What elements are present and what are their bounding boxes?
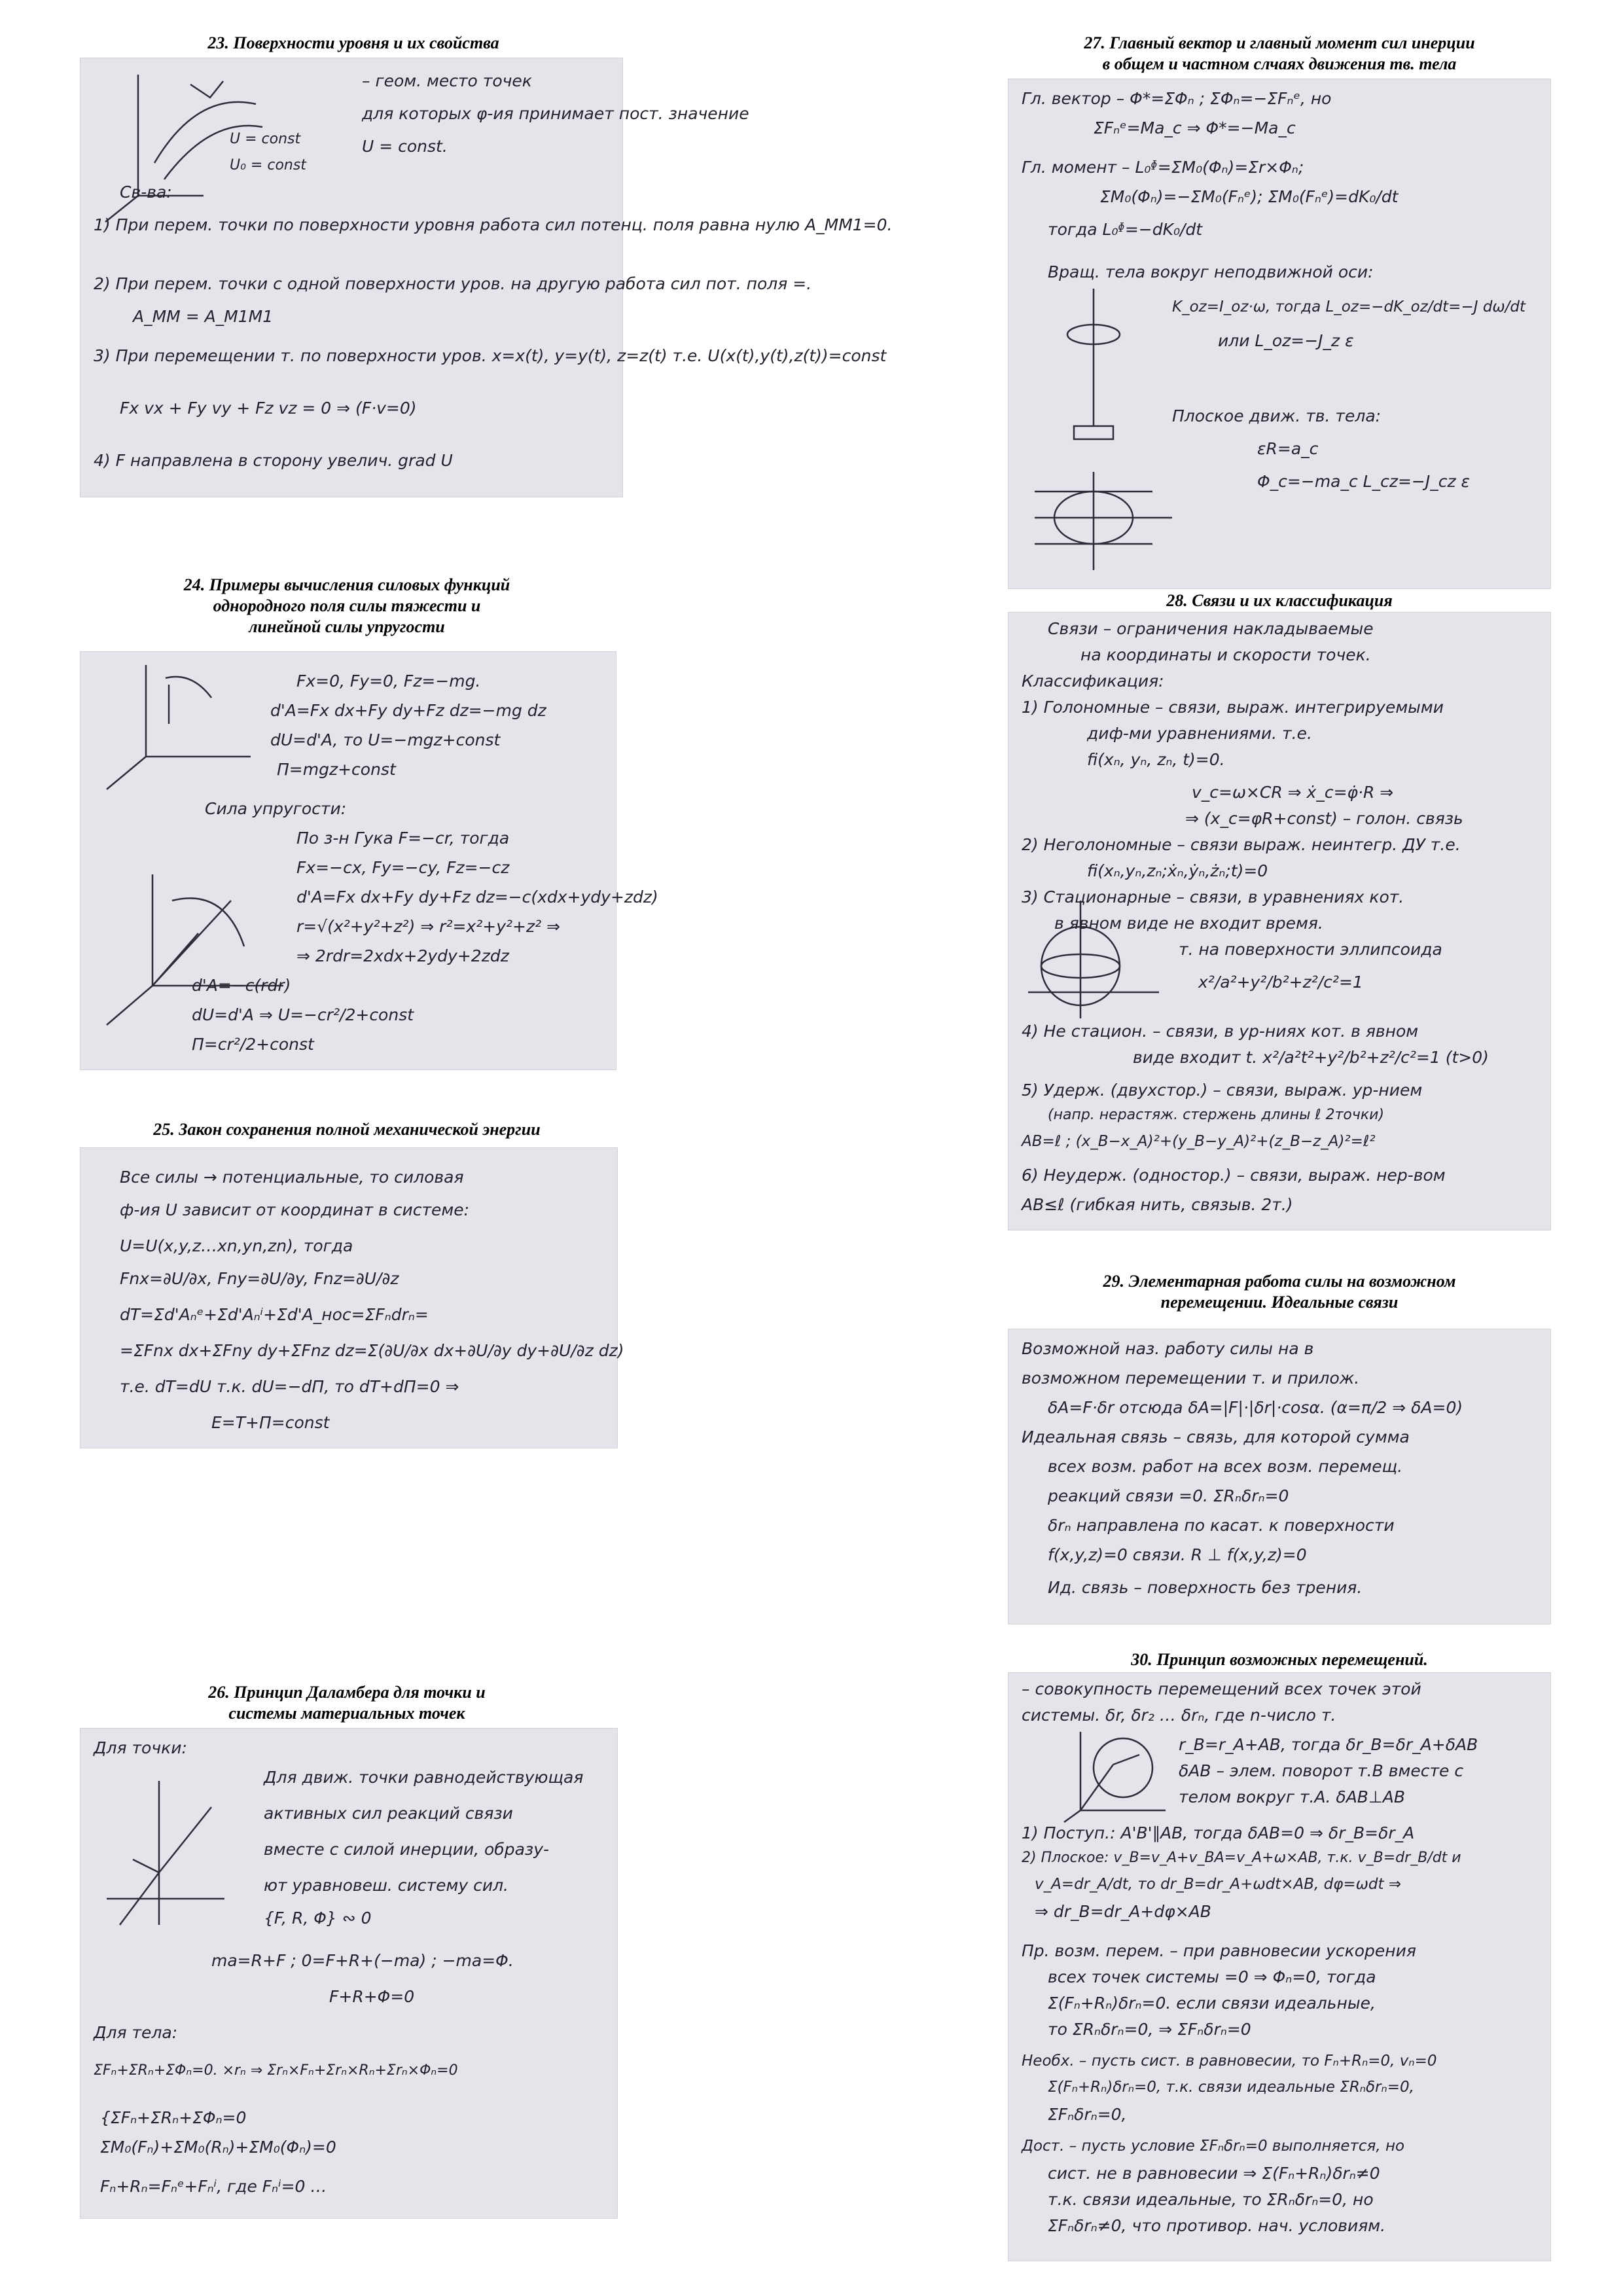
section-23-handwritten-notes xyxy=(80,58,893,497)
note-line: K_oz=I_oz·ω, тогда L_oz=−dK_oz/dt=−J dω/dt xyxy=(1172,298,1526,315)
note-line: 2) При перем. точки с одной поверхности уров. на другую работа сил пот. поля =. xyxy=(94,274,812,293)
note-line: d'A=Fx dx+Fy dy+Fz dz=−mg dz xyxy=(270,701,546,720)
note-line: Св-ва: xyxy=(120,183,172,202)
note-line: реакций связи =0. ΣRₙδrₙ=0 xyxy=(1048,1486,1289,1505)
section-27-title: 27. Главный вектор и главный момент сил инерции в общем и частном слчаях движения тв. тела xyxy=(1084,33,1475,73)
note-line: диф-ми уравнениями. т.е. xyxy=(1087,724,1312,743)
note-line: ΣM₀(Φₙ)=−ΣM₀(Fₙᵉ); ΣM₀(Fₙᵉ)=dK₀/dt xyxy=(1100,187,1399,206)
rotating-body-sketch xyxy=(1022,276,1185,577)
note-line: ΣFₙδrₙ≠0, что противор. нач. условиям. xyxy=(1048,2216,1386,2235)
note-line: Гл. момент – L₀ᶲ=ΣM₀(Φₙ)=Σr×Φₙ; xyxy=(1022,158,1304,177)
note-line: возможном перемещении т. и прилож. xyxy=(1022,1369,1360,1388)
note-line: Сила упругости: xyxy=(205,799,347,818)
note-line: телом вокруг т.А. δAB⊥AB xyxy=(1179,1787,1405,1806)
note-line: dU=d'A, то U=−mgz+const xyxy=(270,730,501,749)
note-line: Fx vx + Fy vy + Fz vz = 0 ⇒ (F·v=0) xyxy=(120,399,417,418)
note-line: ΣM₀(Fₙ)+ΣM₀(Rₙ)+ΣM₀(Φₙ)=0 xyxy=(100,2138,336,2157)
dalembert-force-sketch xyxy=(94,1768,238,1938)
note-line: – совокупность перемещений всех точек этой xyxy=(1022,1679,1421,1698)
note-line: dT=Σd'Aₙᵉ+Σd'Aₙⁱ+Σd'A_нос=ΣFₙdrₙ= xyxy=(120,1305,429,1324)
note-line: ⇒ (x_c=φR+const) – голон. связь xyxy=(1185,809,1463,828)
note-line: Π=mgz+const xyxy=(277,760,396,779)
note-line: – геом. место точек xyxy=(362,71,532,90)
note-line: ΣFₙ+ΣRₙ+ΣΦₙ=0. ×rₙ ⇒ Σrₙ×Fₙ+Σrₙ×Rₙ+Σrₙ×Φₙ=0 xyxy=(94,2062,458,2079)
note-line: Пр. возм. перем. – при равновесии ускорения xyxy=(1022,1941,1416,1960)
note-line: 4) Не стацион. – связи, в ур-ниях кот. в явном xyxy=(1022,1022,1419,1041)
note-line: AB≤ℓ (гибкая нить, связыв. 2т.) xyxy=(1022,1195,1293,1214)
note-line: =ΣFnx dx+ΣFny dy+ΣFnz dz=Σ(∂U/∂x dx+∂U/∂y dy+∂U/∂z dz) xyxy=(120,1341,624,1360)
note-line: всех возм. работ на всех возм. перемещ. xyxy=(1048,1457,1403,1476)
note-line: {ΣFₙ+ΣRₙ+ΣΦₙ=0 xyxy=(100,2108,247,2127)
rigid-body-displacement-sketch xyxy=(1061,1725,1172,1823)
note-line: или L_oz=−J_z ε xyxy=(1218,331,1354,350)
svg-text:U = const: U = const xyxy=(230,131,301,147)
section-28-handwritten-notes xyxy=(1008,612,1551,1230)
note-line: U=U(x,y,z…xn,yn,zn), тогда xyxy=(120,1236,353,1255)
note-line: т.к. связи идеальные, то ΣRₙδrₙ=0, но xyxy=(1048,2190,1374,2209)
note-line: виде входит t. x²/a²t²+y²/b²+z²/c²=1 (t>0) xyxy=(1133,1048,1489,1067)
note-line: 2) Неголономные – связи выраж. неинтегр. ДУ т.е. xyxy=(1022,835,1461,854)
level-surfaces-sketch xyxy=(92,65,348,228)
note-line: ф-ия U зависит от координат в системе: xyxy=(120,1200,470,1219)
section-23-title: 23. Поверхности уровня и их свойства xyxy=(207,33,499,52)
note-line: Дост. – пусть условие ΣFₙδrₙ=0 выполняется, но xyxy=(1022,2138,1405,2155)
note-line: системы. δr, δr₂ … δrₙ, где n-число т. xyxy=(1022,1706,1336,1725)
note-line: Плоское движ. тв. тела: xyxy=(1172,406,1382,425)
note-line: 1) Голономные – связи, выраж. интегрируемыми xyxy=(1022,698,1444,717)
note-line: ΣFₙδrₙ=0, xyxy=(1048,2105,1127,2124)
note-line: вместе с силой инерции, образу- xyxy=(264,1840,550,1859)
section-30-title: 30. Принцип возможных перемещений. xyxy=(1131,1650,1428,1669)
note-line: в явном виде не входит время. xyxy=(1054,914,1323,933)
section-26-title: 26. Принцип Даламбера для точки и системы материальных точек xyxy=(208,1683,486,1723)
note-line: 1) При перем. точки по поверхности уровня работа сил потенц. поля равна нулю A_MM1=0. xyxy=(94,215,893,234)
note-line: т. на поверхности эллипсоида xyxy=(1179,940,1442,959)
note-line: то ΣRₙδrₙ=0, ⇒ ΣFₙδrₙ=0 xyxy=(1048,2020,1251,2039)
note-line: (напр. нерастяж. стержень длины ℓ 2точки) xyxy=(1048,1107,1385,1123)
note-line: Связи – ограничения накладываемые xyxy=(1048,619,1374,638)
note-line: fi(xₙ,yₙ,zₙ;ẋₙ,ẏₙ,żₙ;t)=0 xyxy=(1087,861,1268,880)
note-line: 3) При перемещении т. по поверхности уров. x=x(t), y=y(t), z=z(t) т.е. U(x(t),y(t),z(t))=const xyxy=(94,346,887,365)
note-line: Φ_c=−ma_c L_cz=−J_cz ε xyxy=(1257,472,1471,491)
note-line: 5) Удерж. (двухстор.) – связи, выраж. ур-нием xyxy=(1022,1081,1423,1100)
note-line: Π=cr²/2+const xyxy=(192,1035,314,1054)
note-line: dU=d'A ⇒ U=−cr²/2+const xyxy=(192,1005,414,1024)
note-line: Ид. связь – поверхность без трения. xyxy=(1048,1578,1363,1597)
note-line: Гл. вектор – Φ*=ΣΦₙ ; ΣΦₙ=−ΣFₙᵉ, но xyxy=(1022,89,1332,108)
note-line: ΣFₙᵉ=Ma_c ⇒ Φ*=−Ma_c xyxy=(1094,118,1296,137)
section-25-handwritten-notes xyxy=(80,1147,624,1448)
note-line: По з-н Гука F=−cr, тогда xyxy=(296,829,510,848)
note-line: d'A=Fx dx+Fy dy+Fz dz=−c(xdx+ydy+zdz) xyxy=(296,888,658,906)
section-30-handwritten-notes xyxy=(1008,1672,1551,2261)
section-24-title: 24. Примеры вычисления силовых функций однородного поля силы тяжести и линейной силы упругости xyxy=(183,575,510,636)
note-line: Классификация: xyxy=(1022,672,1164,691)
note-line: ma=R+F ; 0=F+R+(−ma) ; −ma=Φ. xyxy=(211,1951,514,1970)
note-line: Вращ. тела вокруг неподвижной оси: xyxy=(1048,262,1374,281)
section-26-handwritten-notes xyxy=(80,1728,618,2219)
note-line: для которых φ-ия принимает пост. значение xyxy=(362,104,749,123)
section-25-title: 25. Закон сохранения полной механической энергии xyxy=(153,1120,541,1139)
note-line: δA=F·δr отсюда δA=|F|·|δr|·cosα. (α=π/2 ⇒ δA=0) xyxy=(1048,1398,1463,1417)
note-line: r_B=r_A+AB, тогда δr_B=δr_A+δAB xyxy=(1179,1735,1478,1754)
note-line: δrₙ направлена по касат. к поверхности xyxy=(1048,1516,1395,1535)
note-line: Fx=0, Fy=0, Fz=−mg. xyxy=(296,672,481,691)
note-line: εR=a_c xyxy=(1257,439,1319,458)
note-line: r=√(x²+y²+z²) ⇒ r²=x²+y²+z² ⇒ xyxy=(296,917,560,936)
note-line: Σ(Fₙ+Rₙ)δrₙ=0. если связи идеальные, xyxy=(1048,1994,1376,2013)
note-line: {F, R, Φ} ∾ 0 xyxy=(264,1909,372,1928)
section-29-handwritten-notes xyxy=(1008,1329,1551,1624)
note-line: Fnx=∂U/∂x, Fny=∂U/∂y, Fnz=∂U/∂z xyxy=(120,1269,399,1288)
note-line: A_MM = A_M1M1 xyxy=(133,307,274,326)
note-line: ⇒ 2rdr=2xdx+2ydy+2zdz xyxy=(296,946,509,965)
note-line: Для точки: xyxy=(94,1738,187,1757)
note-line: x²/a²+y²/b²+z²/c²=1 xyxy=(1198,973,1363,992)
note-line: Fₙ+Rₙ=Fₙᵉ+Fₙⁱ, где Fₙⁱ=0 … xyxy=(100,2177,327,2196)
note-line: v_c=ω×CR ⇒ ẋ_c=φ̇·R ⇒ xyxy=(1192,783,1394,802)
note-line: 3) Стационарные – связи, в уравнениях кот. xyxy=(1022,888,1404,906)
note-line: сист. не в равновесии ⇒ Σ(Fₙ+Rₙ)δrₙ≠0 xyxy=(1048,2164,1380,2183)
note-line: тогда L₀ᶲ=−dK₀/dt xyxy=(1048,220,1203,239)
note-line: E=T+Π=const xyxy=(211,1413,330,1432)
note-line: δAB – элем. поворот т.В вместе с xyxy=(1179,1761,1464,1780)
note-line: Возможной наз. работу силы на в xyxy=(1022,1339,1314,1358)
note-line: f(x,y,z)=0 связи. R ⊥ f(x,y,z)=0 xyxy=(1048,1545,1307,1564)
note-line: 2) Плоское: v_B=v_A+v_BA=v_A+ω×AB, т.к. v_B=dr_B/dt и xyxy=(1022,1850,1461,1866)
note-line: ⇒ dr_B=dr_A+dφ×AB xyxy=(1035,1902,1211,1921)
note-line: Для тела: xyxy=(94,2023,178,2042)
note-line: Fx=−cx, Fy=−cy, Fz=−cz xyxy=(296,858,510,877)
note-line: т.е. dT=dU т.к. dU=−dΠ, то dT+dΠ=0 ⇒ xyxy=(120,1377,459,1396)
note-line: Все силы → потенциальные, то силовая xyxy=(120,1168,464,1187)
note-line: v_A=dr_A/dt, то dr_B=dr_A+ωdt×AB, dφ=ωdt ⇒ xyxy=(1035,1876,1402,1893)
note-line: на координаты и скорости точек. xyxy=(1080,645,1371,664)
note-line: Необх. – пусть сист. в равновесии, то Fₙ+Rₙ=0, vₙ=0 xyxy=(1022,2053,1437,2070)
section-28-title: 28. Связи и их классификация xyxy=(1166,591,1393,610)
note-line: всех точек системы =0 ⇒ Φₙ=0, тогда xyxy=(1048,1967,1376,1986)
section-27-handwritten-notes xyxy=(1008,79,1551,589)
note-line: Для движ. точки равнодействующая xyxy=(264,1768,584,1787)
note-line: 1) Поступ.: A'B'∥AB, тогда δAB=0 ⇒ δr_B=δr_A xyxy=(1022,1823,1415,1842)
note-line: U = const. xyxy=(362,137,448,156)
note-line: 6) Неудерж. (одностор.) – связи, выраж. нер-вом xyxy=(1022,1166,1446,1185)
section-29-title: 29. Элементарная работа силы на возможном перемещении. Идеальные связи xyxy=(1103,1272,1456,1312)
gravity-axes-sketch xyxy=(87,658,283,802)
note-line: 4) F направлена в сторону увелич. grad U xyxy=(94,451,453,470)
note-line: ют уравновеш. систему сил. xyxy=(264,1876,508,1895)
note-line: Σ(Fₙ+Rₙ)δrₙ=0, т.к. связи идеальные ΣRₙδrₙ=0, xyxy=(1048,2079,1414,2096)
note-line: fi(xₙ, yₙ, zₙ, t)=0. xyxy=(1087,750,1225,769)
note-line: AB=ℓ ; (x_B−x_A)²+(y_B−y_A)²+(z_B−z_A)²=ℓ² xyxy=(1022,1133,1376,1150)
note-line: F+R+Φ=0 xyxy=(329,1987,415,2006)
note-line: d'A=−c(rdr) xyxy=(192,976,291,995)
note-line: активных сил реакций связи xyxy=(264,1804,513,1823)
note-line: Идеальная связь – связь, для которой сумма xyxy=(1022,1427,1410,1446)
svg-text:U₀ = const: U₀ = const xyxy=(230,157,306,173)
section-24-handwritten-notes xyxy=(80,651,658,1070)
